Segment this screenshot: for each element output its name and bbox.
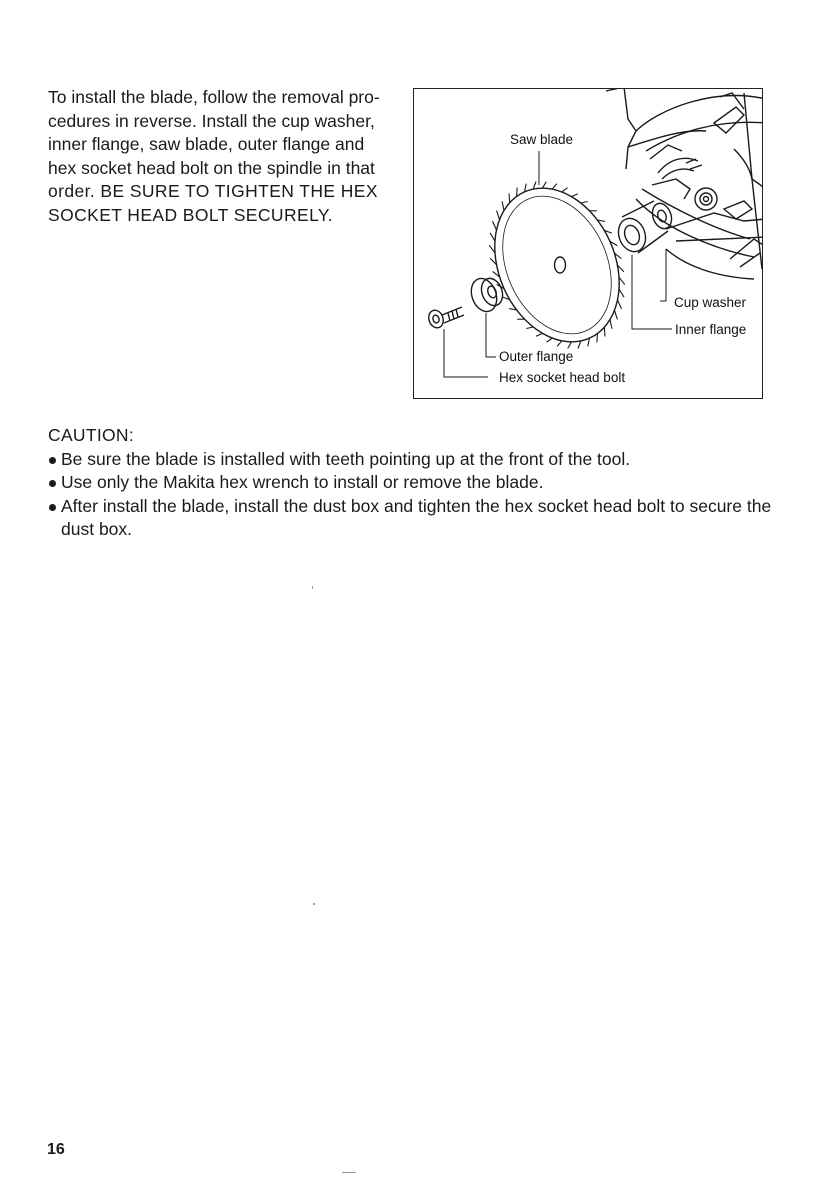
saw-tooth <box>604 327 605 336</box>
installation-paragraph <box>48 86 393 227</box>
saw-tooth <box>497 211 500 220</box>
caution-section <box>48 424 778 542</box>
figure-illustration <box>414 89 763 399</box>
saw-tooth <box>509 194 510 203</box>
blade-installation-figure <box>413 88 763 399</box>
caution-item <box>48 495 778 542</box>
caution-item <box>48 448 778 472</box>
intro-line-1: To install the blade, follow the removal pro- <box>48 87 380 107</box>
saw-tooth <box>502 201 504 210</box>
label-cup-washer: Cup washer <box>674 295 747 310</box>
saw-tooth <box>490 233 495 241</box>
bullet-icon <box>49 457 56 464</box>
caution-list <box>48 448 778 542</box>
saw-blade-illustration <box>471 168 642 361</box>
saw-tooth <box>493 221 497 230</box>
saw-tooth <box>568 342 572 349</box>
label-outer-flange: Outer flange <box>499 349 574 364</box>
saw-tooth <box>610 319 612 328</box>
saw-tooth <box>597 334 598 343</box>
saw-tooth <box>618 300 622 309</box>
saw-tooth <box>517 188 518 197</box>
caution-item-text: Be sure the blade is installed with teeth pointing up at the front of the tool. <box>61 448 631 469</box>
saw-blade-teeth <box>489 182 625 349</box>
bullet-icon <box>49 504 56 511</box>
intro-line-4: hex socket head bolt on the spindle in that <box>48 157 375 178</box>
intro-line-6: SOCKET HEAD BOLT SECURELY. <box>48 204 333 225</box>
hex-bolt-illustration <box>426 307 464 330</box>
saw-tooth <box>547 338 553 342</box>
bullet-icon <box>49 480 56 487</box>
scan-speck <box>313 903 315 905</box>
intro-line-5: order. BE SURE TO TIGHTEN THE HEX <box>48 181 378 201</box>
intro-line-2: cedures in reverse. Install the cup washer, <box>48 110 375 131</box>
caution-item <box>48 471 778 495</box>
saw-tooth <box>536 333 542 336</box>
caution-item-text: Use only the Makita hex wrench to install or remove the blade. <box>61 472 544 492</box>
caution-item-text: After install the blade, install the dust box and tighten the hex socket head bolt to secure the dust box. <box>61 495 772 539</box>
saw-tooth <box>615 310 618 319</box>
scan-speck <box>342 1172 356 1173</box>
label-saw-blade: Saw blade <box>510 132 574 147</box>
intro-line-3: inner flange, saw blade, outer flange and <box>48 134 365 154</box>
label-hex-socket-head-bolt: Hex socket head bolt <box>499 370 626 385</box>
saw-tooth <box>552 184 557 190</box>
scan-speck <box>312 586 313 589</box>
saw-tooth <box>542 182 546 189</box>
label-inner-flange: Inner flange <box>675 322 747 337</box>
saw-tooth <box>581 202 588 204</box>
saw-tooth <box>557 341 562 347</box>
saw-tooth <box>526 327 533 329</box>
saw-tooth <box>562 188 568 192</box>
saw-tooth <box>619 289 624 297</box>
caution-heading: CAUTION: <box>48 425 135 445</box>
leader-lines <box>444 151 672 377</box>
saw-tooth <box>572 194 578 197</box>
page-number: 16 <box>47 1141 65 1158</box>
inner-flange-illustration <box>614 201 675 256</box>
